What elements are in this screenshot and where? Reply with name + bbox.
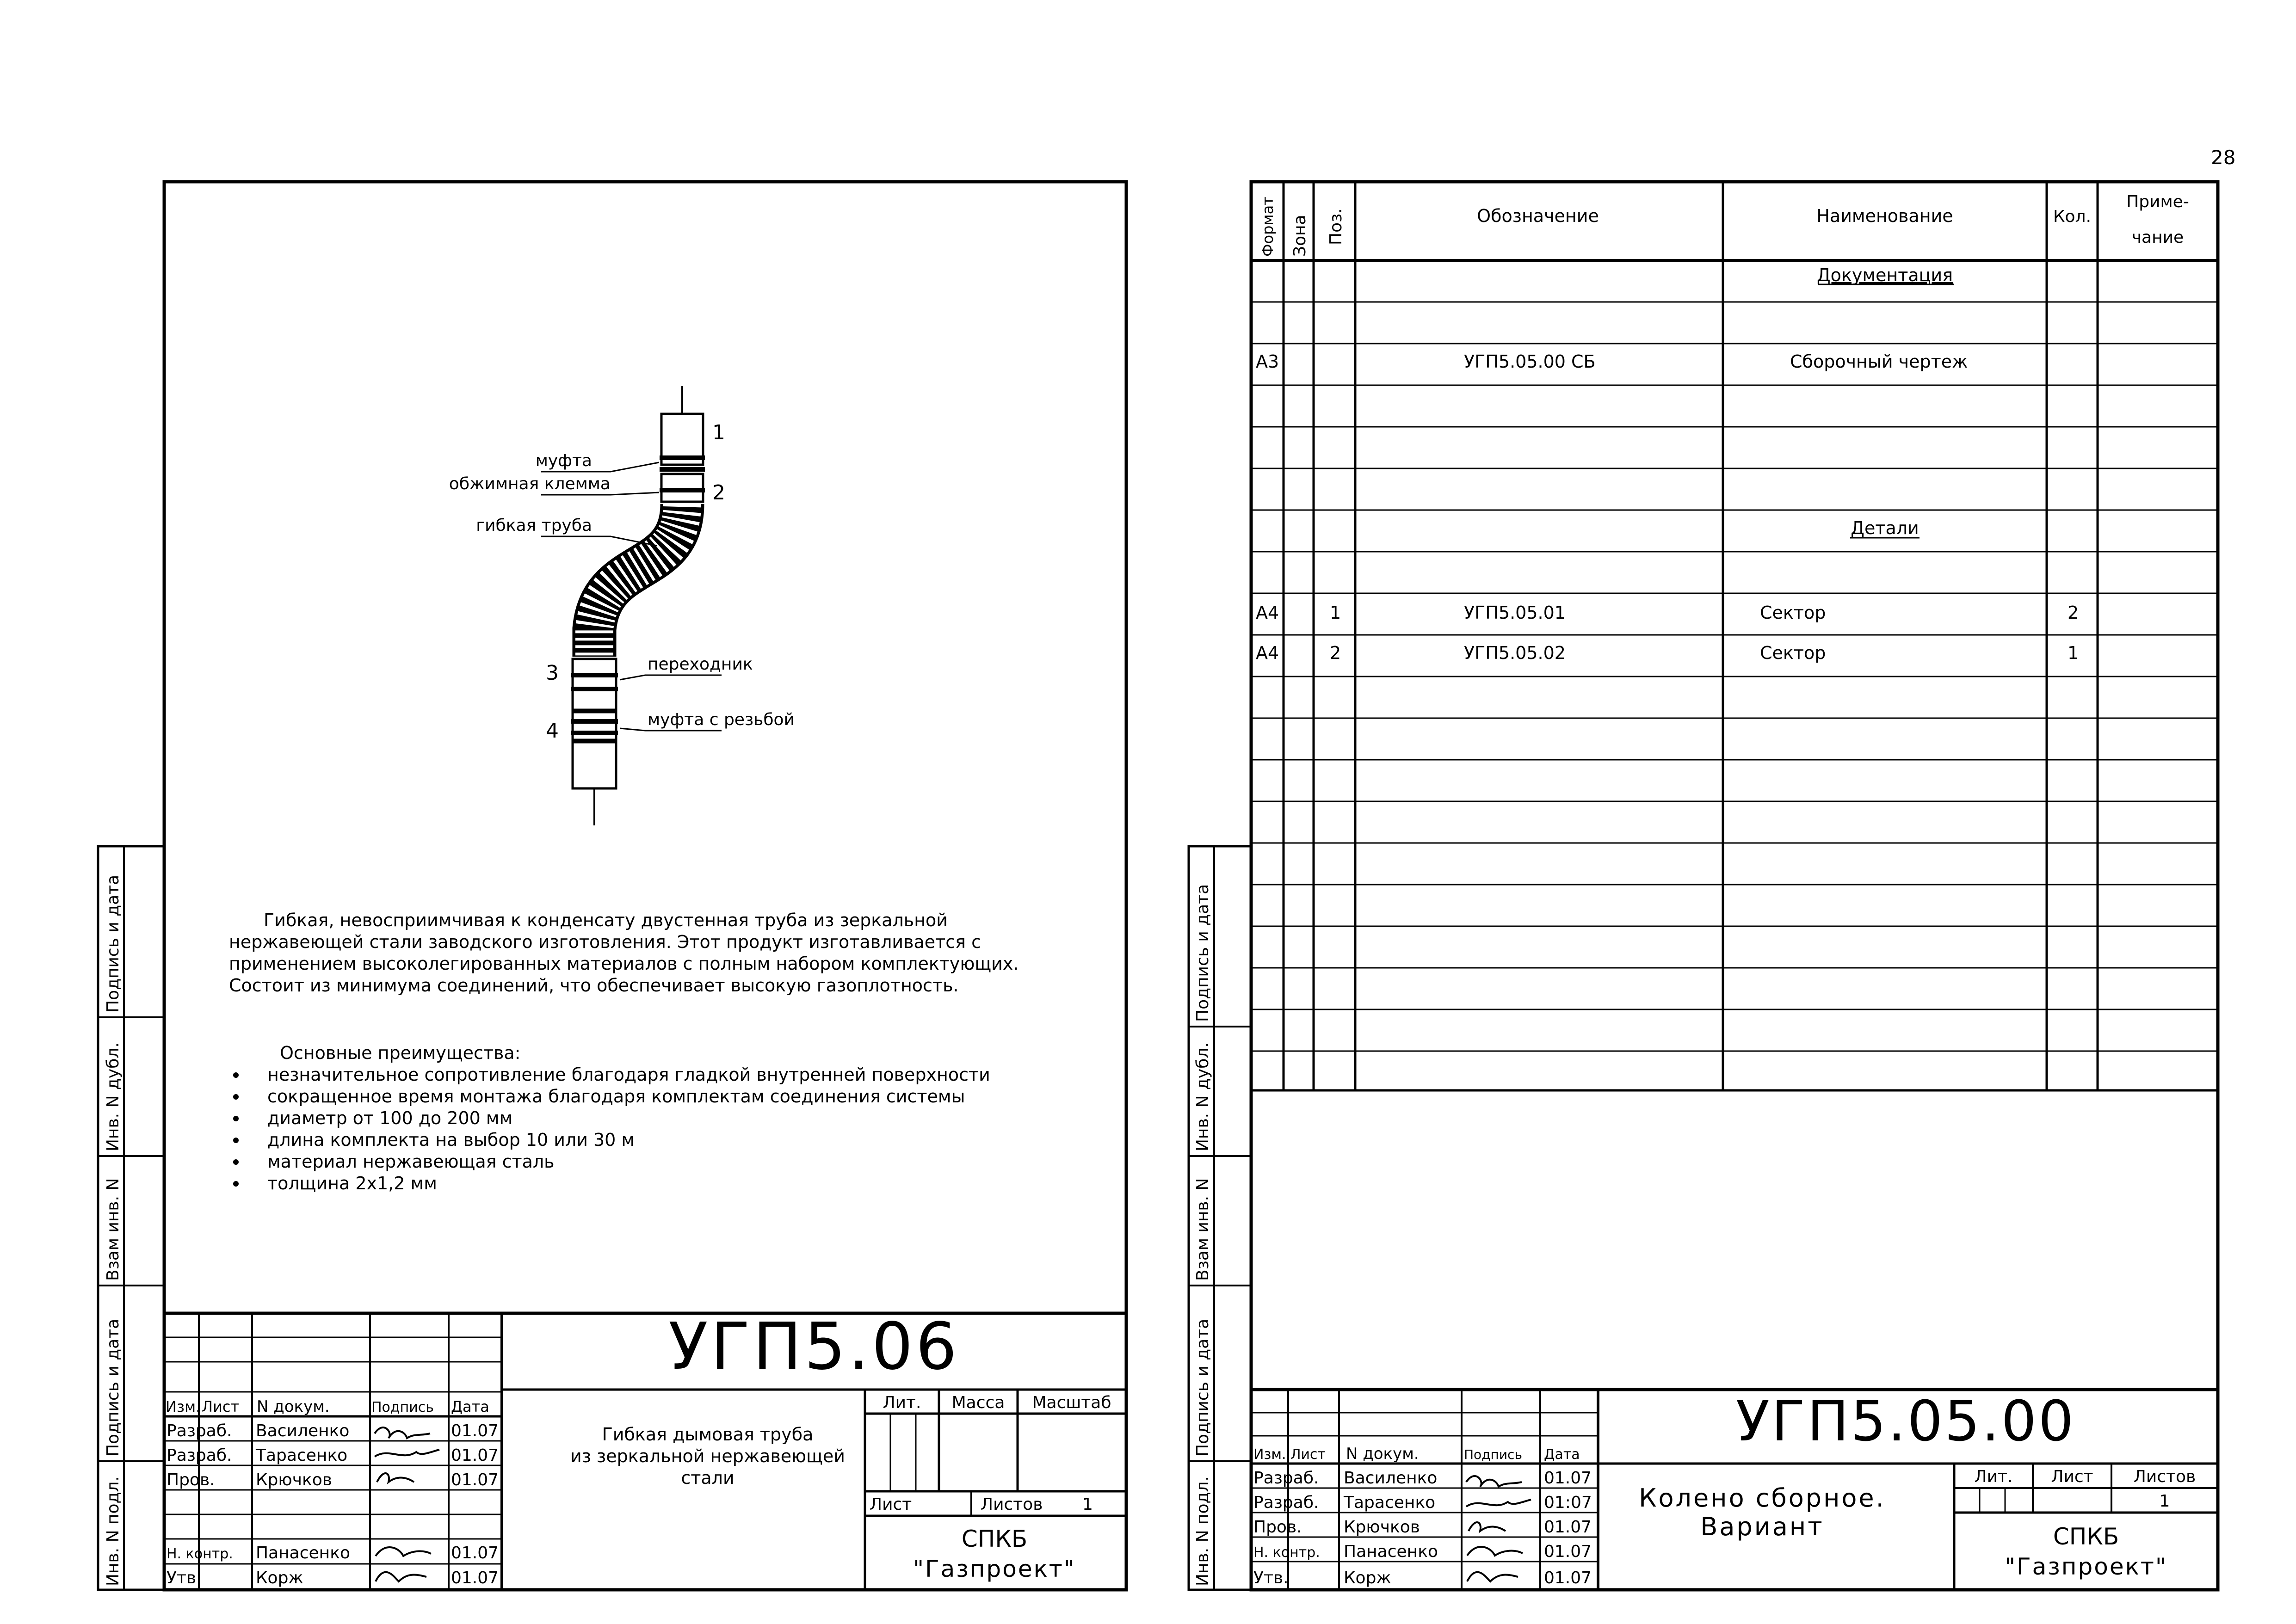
- advantage-item: материал нержавеющая сталь: [267, 1151, 555, 1172]
- header-format: Формат: [1259, 197, 1277, 257]
- bullet: [233, 1094, 239, 1100]
- right-title-block: [1251, 1390, 2218, 1590]
- callout-1: 1: [712, 421, 725, 444]
- drawing-name-line: Вариант: [1700, 1512, 1824, 1541]
- label-massa: Масса: [951, 1393, 1005, 1412]
- advantage-item: незначительное сопротивление благодаря гладкой внутренней поверхности: [267, 1064, 990, 1085]
- header-podp: Подпись: [371, 1399, 434, 1415]
- label-clamp: обжимная клемма: [449, 474, 611, 493]
- header-poz: Поз.: [1327, 208, 1346, 245]
- date: 01.07: [451, 1470, 499, 1489]
- label-mashtab: Масштаб: [1032, 1393, 1111, 1412]
- header-ndok: N докум.: [257, 1397, 330, 1416]
- signatures: [1466, 1476, 1531, 1581]
- sheets-value: 1: [2159, 1492, 2170, 1511]
- header-prim-2: чание: [2131, 228, 2184, 247]
- paragraph-line: Гибкая, невосприимчивая к конденсату двустенная труба из зеркальной: [264, 910, 948, 930]
- name: Панасенко: [256, 1544, 350, 1562]
- date: 01.07: [451, 1569, 499, 1587]
- left-sheet: [98, 182, 1126, 1590]
- signature-scribble: [375, 1450, 439, 1457]
- drawing-name-line: Колено сборное.: [1639, 1483, 1886, 1513]
- signature-scribble: [376, 1572, 426, 1581]
- org-name-2: "Газпроект": [2005, 1553, 2167, 1580]
- section-parts: Детали: [1851, 518, 1919, 538]
- row-oboz: УГП5.05.00 СБ: [1464, 351, 1596, 372]
- bullet: [233, 1181, 239, 1187]
- row-kol: 2: [2068, 603, 2079, 623]
- header-podp: Подпись: [1464, 1447, 1522, 1462]
- role: Н. контр.: [1253, 1544, 1320, 1561]
- left-frame: [164, 182, 1126, 1590]
- name: Василенко: [256, 1421, 350, 1440]
- label-sheets: Листов: [2133, 1467, 2196, 1486]
- header-data: Дата: [1544, 1446, 1580, 1463]
- advantages-title: Основные преимущества:: [280, 1043, 521, 1063]
- row-oboz: УГП5.05.01: [1464, 603, 1566, 623]
- row-kol: 1: [2068, 643, 2079, 663]
- name: Крючков: [256, 1470, 332, 1489]
- sheets-value: 1: [1082, 1495, 1093, 1514]
- side-label-vzam: Взам инв. N: [1193, 1178, 1212, 1281]
- row-poz: 2: [1330, 643, 1341, 663]
- name: Корж: [1344, 1569, 1391, 1587]
- left-side-strip: [98, 846, 164, 1590]
- role: Пров.: [1253, 1518, 1302, 1537]
- bullet: [233, 1116, 239, 1121]
- row-format: А3: [1256, 351, 1279, 372]
- advantage-item: длина комплекта на выбор 10 или 30 м: [267, 1130, 635, 1150]
- side-label-podp-data: Подпись и дата: [104, 1318, 123, 1457]
- name: Корж: [256, 1569, 303, 1587]
- name: Тарасенко: [256, 1446, 348, 1465]
- drawing-name-line: Гибкая дымовая труба: [602, 1424, 814, 1445]
- row-naim: Сборочный чертеж: [1790, 351, 1968, 372]
- callout-2: 2: [712, 481, 725, 504]
- side-label-inv-podl: Инв. N подл.: [1193, 1476, 1212, 1586]
- header-izm: Изм.: [166, 1398, 201, 1415]
- drawing-code: УГП5.05.00: [1735, 1390, 2076, 1454]
- row-poz: 1: [1330, 603, 1341, 623]
- role: Утв.: [1253, 1569, 1289, 1587]
- header-oboz: Обозначение: [1477, 206, 1599, 226]
- label-adapter: переходник: [648, 655, 753, 674]
- signature-scribble: [1467, 1572, 1518, 1581]
- role: Разраб.: [1253, 1493, 1319, 1512]
- page-number: 28: [2211, 146, 2236, 169]
- signature-scribble: [1467, 1547, 1523, 1556]
- org-name-2: "Газпроект": [913, 1556, 1076, 1582]
- date: 01.07: [451, 1544, 499, 1562]
- date: 01.07: [1544, 1469, 1592, 1488]
- role: Разраб.: [167, 1446, 232, 1465]
- name: Тарасенко: [1344, 1493, 1436, 1512]
- signature-scribble: [1466, 1476, 1522, 1487]
- drawing-code: УГП5.06: [668, 1309, 960, 1384]
- header-zona: Зона: [1290, 215, 1309, 257]
- signatures: [375, 1427, 439, 1581]
- paragraph-line: Состоит из минимума соединений, что обеспечивает высокую газоплотность.: [229, 975, 959, 996]
- org-name: СПКБ: [2053, 1523, 2119, 1550]
- left-title-block: [164, 1309, 1126, 1590]
- label-mufta: муфта: [535, 451, 592, 470]
- header-izm: Изм.: [1253, 1446, 1286, 1463]
- signature-scribble: [375, 1427, 430, 1438]
- role: Разраб.: [1253, 1469, 1319, 1488]
- side-label-podp-data: Подпись и дата: [1193, 1318, 1212, 1457]
- drawing-name-line: из зеркальной нержавеющей: [570, 1446, 845, 1466]
- date: 01.07: [451, 1446, 499, 1465]
- description-text: [229, 910, 1018, 1193]
- header-data: Дата: [451, 1398, 489, 1415]
- date: 01.07: [1544, 1518, 1592, 1537]
- side-label-podp-data-2: Подпись и дата: [104, 874, 123, 1013]
- bullet: [233, 1138, 239, 1143]
- label-flex-pipe: гибкая труба: [476, 516, 592, 535]
- date: 01.07: [451, 1421, 499, 1440]
- name: Панасенко: [1344, 1542, 1438, 1561]
- bullet: [233, 1072, 239, 1078]
- right-side-strip: [1189, 846, 1251, 1590]
- flex-pipe-drawing: [449, 386, 795, 825]
- specification-table: [1251, 182, 2218, 1090]
- row-naim: Сектор: [1760, 603, 1826, 623]
- signature-scribble: [1469, 1522, 1506, 1531]
- drawing-name-line: стали: [681, 1468, 734, 1488]
- header-kol: Кол.: [2053, 207, 2092, 226]
- header-ndok: N докум.: [1346, 1445, 1419, 1463]
- date: 01.07: [1544, 1569, 1592, 1587]
- signature-scribble: [377, 1473, 414, 1482]
- row-naim: Сектор: [1760, 643, 1826, 663]
- header-prim-1: Приме-: [2126, 192, 2189, 211]
- side-label-vzam: Взам инв. N: [104, 1178, 123, 1281]
- name: Крючков: [1344, 1518, 1420, 1537]
- label-sheet: Лист: [2051, 1467, 2093, 1486]
- date: 01.07: [1544, 1542, 1592, 1561]
- signature-scribble: [376, 1547, 431, 1556]
- date: 01:07: [1544, 1493, 1592, 1512]
- right-frame: [1251, 182, 2218, 1590]
- row-format: А4: [1256, 643, 1279, 663]
- side-label-inv-dubl: Инв. N дубл.: [104, 1042, 123, 1151]
- role: Н. контр.: [167, 1546, 233, 1562]
- role: Пров.: [167, 1470, 215, 1489]
- label-lit: Лит.: [1974, 1467, 2013, 1486]
- paragraph-line: применением высоколегированных материалов с полным набором комплектующих.: [229, 953, 1019, 974]
- label-sheet: Лист: [870, 1495, 912, 1514]
- row-oboz: УГП5.05.02: [1464, 643, 1566, 663]
- section-documentation: Документация: [1816, 265, 1953, 285]
- advantage-item: толщина 2x1,2 мм: [267, 1173, 437, 1193]
- side-label-inv-podl: Инв. N подл.: [104, 1476, 123, 1586]
- role: Утв.: [167, 1569, 202, 1587]
- bullet: [233, 1159, 239, 1165]
- header-list: Лист: [1290, 1446, 1326, 1463]
- side-label-podp-data-2: Подпись и дата: [1193, 884, 1212, 1022]
- label-sheets: Листов: [981, 1495, 1043, 1514]
- advantage-item: диаметр от 100 до 200 мм: [267, 1108, 513, 1128]
- label-thread-coupling: муфта с резьбой: [648, 710, 795, 729]
- header-list: Лист: [202, 1398, 240, 1415]
- name: Василенко: [1344, 1469, 1438, 1488]
- paragraph-line: нержавеющей стали заводского изготовления. Этот продукт изготавливается с: [229, 932, 981, 952]
- header-naim: Наименование: [1816, 206, 1953, 226]
- callout-4: 4: [546, 719, 559, 743]
- side-label-inv-dubl: Инв. N дубл.: [1193, 1042, 1212, 1151]
- right-sheet: [1189, 182, 2218, 1590]
- signature-scribble: [1466, 1500, 1531, 1507]
- row-format: А4: [1256, 603, 1279, 623]
- callout-3: 3: [546, 661, 559, 685]
- label-lit: Лит.: [883, 1393, 921, 1412]
- role: Разраб.: [167, 1421, 232, 1440]
- org-name: СПКБ: [961, 1526, 1028, 1552]
- advantage-item: сокращенное время монтажа благодаря комплектам соединения системы: [267, 1086, 965, 1107]
